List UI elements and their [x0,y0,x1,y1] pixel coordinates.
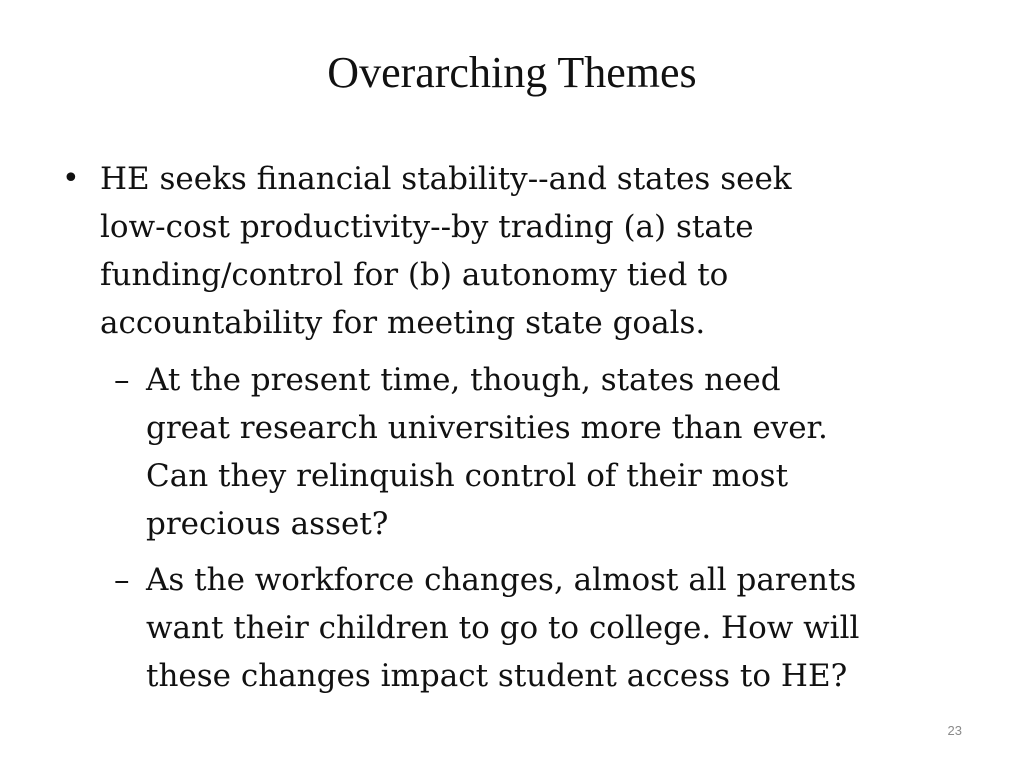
sub-bullet-line: precious asset? [146,506,389,542]
dash-marker: – [114,362,130,398]
main-bullet-line: HE seeks financial stability--and states seek [100,161,792,197]
slide-number: 23 [947,723,962,738]
sub-bullet-line: these changes impact student access to HE? [146,658,848,694]
main-bullet-line: accountability for meeting state goals. [100,305,706,341]
sub-bullet-line: great research universities more than ever. [146,410,828,446]
sub-bullet-line: want their children to go to college. How will [146,610,860,646]
dash-marker: – [114,562,130,598]
sub-bullet-line: As the workforce changes, almost all parents [146,562,857,598]
sub-bullet-line: At the present time, though, states need [146,362,781,398]
bullet-marker: • [62,161,80,196]
main-bullet-line: funding/control for (b) autonomy tied to [100,257,729,293]
sub-bullet-workforce-changes [114,556,971,700]
sub-bullet-research-universities [114,356,971,548]
sub-bullet-line: Can they relinquish control of their most [146,458,789,494]
main-bullet [62,155,920,347]
slide-title: Overarching Themes [327,48,697,97]
main-bullet-line: low-cost productivity--by trading (a) state [100,209,754,245]
